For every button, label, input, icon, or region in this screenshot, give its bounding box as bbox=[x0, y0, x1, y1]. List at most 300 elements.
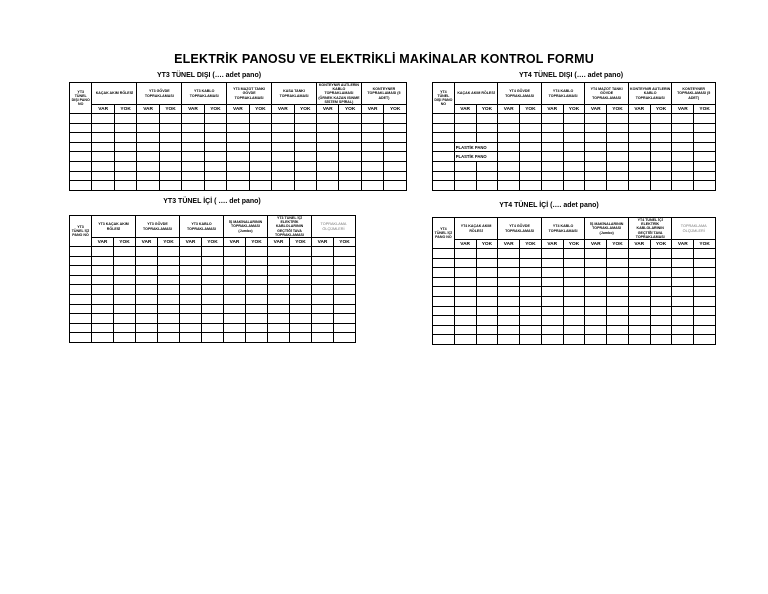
var-check-cell[interactable] bbox=[136, 333, 158, 343]
yok-check-cell[interactable] bbox=[607, 133, 629, 143]
var-check-cell[interactable] bbox=[227, 133, 249, 143]
yok-check-cell[interactable] bbox=[476, 306, 498, 316]
yok-check-cell[interactable] bbox=[694, 114, 716, 124]
yok-check-cell[interactable] bbox=[114, 171, 136, 181]
yok-check-cell[interactable] bbox=[563, 181, 585, 191]
yok-check-cell[interactable] bbox=[520, 123, 542, 133]
pano-no-cell[interactable] bbox=[70, 256, 92, 266]
var-check-cell[interactable] bbox=[541, 142, 563, 152]
var-check-cell[interactable] bbox=[136, 275, 158, 285]
var-check-cell[interactable] bbox=[136, 314, 158, 324]
yok-check-cell[interactable] bbox=[607, 114, 629, 124]
yok-check-cell[interactable] bbox=[384, 123, 407, 133]
var-check-cell[interactable] bbox=[672, 277, 694, 287]
var-check-cell[interactable] bbox=[136, 285, 158, 295]
var-check-cell[interactable] bbox=[541, 161, 563, 171]
var-check-cell[interactable] bbox=[312, 294, 334, 304]
yok-check-cell[interactable] bbox=[290, 314, 312, 324]
var-check-cell[interactable] bbox=[92, 123, 114, 133]
pano-no-cell[interactable] bbox=[433, 171, 455, 181]
var-check-cell[interactable] bbox=[268, 304, 290, 314]
yok-check-cell[interactable] bbox=[694, 249, 716, 259]
yok-check-cell[interactable] bbox=[202, 294, 224, 304]
var-check-cell[interactable] bbox=[224, 314, 246, 324]
var-check-cell[interactable] bbox=[672, 287, 694, 297]
var-check-cell[interactable] bbox=[541, 152, 563, 162]
yok-check-cell[interactable] bbox=[694, 142, 716, 152]
var-check-cell[interactable] bbox=[585, 142, 607, 152]
var-check-cell[interactable] bbox=[268, 247, 290, 257]
pano-no-cell[interactable] bbox=[70, 323, 92, 333]
yok-check-cell[interactable] bbox=[476, 335, 498, 345]
pano-no-cell[interactable] bbox=[70, 247, 92, 257]
var-check-cell[interactable] bbox=[628, 133, 650, 143]
var-check-cell[interactable] bbox=[92, 285, 114, 295]
var-check-cell[interactable] bbox=[628, 142, 650, 152]
var-check-cell[interactable] bbox=[182, 123, 204, 133]
yok-check-cell[interactable] bbox=[650, 181, 672, 191]
yok-check-cell[interactable] bbox=[202, 304, 224, 314]
pano-no-cell[interactable] bbox=[433, 142, 455, 152]
yok-check-cell[interactable] bbox=[476, 171, 498, 181]
yok-check-cell[interactable] bbox=[334, 333, 356, 343]
yok-check-cell[interactable] bbox=[384, 142, 407, 152]
yok-check-cell[interactable] bbox=[246, 285, 268, 295]
var-check-cell[interactable] bbox=[498, 306, 520, 316]
var-check-cell[interactable] bbox=[182, 133, 204, 143]
yok-check-cell[interactable] bbox=[563, 277, 585, 287]
pano-no-cell[interactable] bbox=[70, 161, 92, 171]
yok-check-cell[interactable] bbox=[650, 249, 672, 259]
var-check-cell[interactable] bbox=[227, 114, 249, 124]
yok-check-cell[interactable] bbox=[202, 314, 224, 324]
var-check-cell[interactable] bbox=[92, 171, 114, 181]
var-check-cell[interactable] bbox=[224, 323, 246, 333]
var-check-cell[interactable] bbox=[180, 304, 202, 314]
yok-check-cell[interactable] bbox=[204, 133, 226, 143]
var-check-cell[interactable] bbox=[180, 256, 202, 266]
var-check-cell[interactable] bbox=[541, 277, 563, 287]
var-check-cell[interactable] bbox=[361, 123, 383, 133]
yok-check-cell[interactable] bbox=[249, 152, 271, 162]
yok-check-cell[interactable] bbox=[563, 171, 585, 181]
var-check-cell[interactable] bbox=[361, 152, 383, 162]
var-check-cell[interactable] bbox=[498, 296, 520, 306]
var-check-cell[interactable] bbox=[454, 277, 476, 287]
yok-check-cell[interactable] bbox=[384, 152, 407, 162]
yok-check-cell[interactable] bbox=[650, 325, 672, 335]
var-check-cell[interactable] bbox=[672, 306, 694, 316]
var-check-cell[interactable] bbox=[92, 275, 114, 285]
yok-check-cell[interactable] bbox=[158, 323, 180, 333]
yok-check-cell[interactable] bbox=[204, 171, 226, 181]
yok-check-cell[interactable] bbox=[249, 161, 271, 171]
var-check-cell[interactable] bbox=[227, 123, 249, 133]
yok-check-cell[interactable] bbox=[694, 268, 716, 278]
yok-check-cell[interactable] bbox=[334, 304, 356, 314]
var-check-cell[interactable] bbox=[498, 142, 520, 152]
pano-no-cell[interactable] bbox=[433, 296, 455, 306]
yok-check-cell[interactable] bbox=[249, 171, 271, 181]
var-check-cell[interactable] bbox=[137, 142, 159, 152]
var-check-cell[interactable] bbox=[272, 171, 294, 181]
yok-check-cell[interactable] bbox=[607, 258, 629, 268]
yok-check-cell[interactable] bbox=[520, 296, 542, 306]
yok-check-cell[interactable] bbox=[334, 323, 356, 333]
var-check-cell[interactable] bbox=[541, 306, 563, 316]
var-check-cell[interactable] bbox=[585, 277, 607, 287]
yok-check-cell[interactable] bbox=[202, 323, 224, 333]
yok-check-cell[interactable] bbox=[290, 323, 312, 333]
var-check-cell[interactable] bbox=[498, 123, 520, 133]
var-check-cell[interactable] bbox=[182, 181, 204, 191]
var-check-cell[interactable] bbox=[180, 333, 202, 343]
var-check-cell[interactable] bbox=[92, 152, 114, 162]
var-check-cell[interactable] bbox=[541, 133, 563, 143]
pano-no-cell[interactable] bbox=[433, 287, 455, 297]
var-check-cell[interactable] bbox=[316, 181, 338, 191]
yok-check-cell[interactable] bbox=[334, 294, 356, 304]
yok-check-cell[interactable] bbox=[476, 316, 498, 326]
var-check-cell[interactable] bbox=[224, 256, 246, 266]
pano-no-cell[interactable] bbox=[433, 306, 455, 316]
yok-check-cell[interactable] bbox=[607, 142, 629, 152]
yok-check-cell[interactable] bbox=[290, 247, 312, 257]
var-check-cell[interactable] bbox=[628, 123, 650, 133]
yok-check-cell[interactable] bbox=[114, 161, 136, 171]
yok-check-cell[interactable] bbox=[159, 171, 181, 181]
var-check-cell[interactable] bbox=[454, 287, 476, 297]
yok-check-cell[interactable] bbox=[294, 142, 316, 152]
pano-no-cell[interactable] bbox=[433, 277, 455, 287]
yok-check-cell[interactable] bbox=[290, 333, 312, 343]
yok-check-cell[interactable] bbox=[114, 133, 136, 143]
var-check-cell[interactable] bbox=[92, 142, 114, 152]
yok-check-cell[interactable] bbox=[694, 133, 716, 143]
var-check-cell[interactable] bbox=[498, 114, 520, 124]
var-check-cell[interactable] bbox=[136, 256, 158, 266]
yok-check-cell[interactable] bbox=[249, 181, 271, 191]
var-check-cell[interactable] bbox=[585, 152, 607, 162]
yok-check-cell[interactable] bbox=[650, 142, 672, 152]
var-check-cell[interactable] bbox=[316, 152, 338, 162]
var-check-cell[interactable] bbox=[541, 171, 563, 181]
var-check-cell[interactable] bbox=[137, 114, 159, 124]
yok-check-cell[interactable] bbox=[334, 275, 356, 285]
yok-check-cell[interactable] bbox=[114, 275, 136, 285]
var-check-cell[interactable] bbox=[224, 275, 246, 285]
var-check-cell[interactable] bbox=[454, 258, 476, 268]
yok-check-cell[interactable] bbox=[384, 133, 407, 143]
var-check-cell[interactable] bbox=[541, 123, 563, 133]
yok-check-cell[interactable] bbox=[476, 114, 498, 124]
var-check-cell[interactable] bbox=[672, 316, 694, 326]
var-check-cell[interactable] bbox=[136, 266, 158, 276]
yok-check-cell[interactable] bbox=[158, 266, 180, 276]
pano-no-cell[interactable] bbox=[433, 316, 455, 326]
yok-check-cell[interactable] bbox=[694, 152, 716, 162]
var-check-cell[interactable] bbox=[92, 323, 114, 333]
yok-check-cell[interactable] bbox=[290, 285, 312, 295]
yok-check-cell[interactable] bbox=[246, 323, 268, 333]
yok-check-cell[interactable] bbox=[294, 181, 316, 191]
var-check-cell[interactable] bbox=[137, 171, 159, 181]
var-check-cell[interactable] bbox=[227, 152, 249, 162]
var-check-cell[interactable] bbox=[672, 142, 694, 152]
var-check-cell[interactable] bbox=[454, 335, 476, 345]
var-check-cell[interactable] bbox=[585, 306, 607, 316]
yok-check-cell[interactable] bbox=[607, 306, 629, 316]
yok-check-cell[interactable] bbox=[334, 266, 356, 276]
var-check-cell[interactable] bbox=[454, 133, 476, 143]
var-check-cell[interactable] bbox=[312, 314, 334, 324]
var-check-cell[interactable] bbox=[312, 323, 334, 333]
yok-check-cell[interactable] bbox=[114, 294, 136, 304]
var-check-cell[interactable] bbox=[672, 296, 694, 306]
var-check-cell[interactable] bbox=[180, 285, 202, 295]
var-check-cell[interactable] bbox=[92, 266, 114, 276]
yok-check-cell[interactable] bbox=[694, 277, 716, 287]
yok-check-cell[interactable] bbox=[607, 316, 629, 326]
var-check-cell[interactable] bbox=[361, 171, 383, 181]
yok-check-cell[interactable] bbox=[607, 181, 629, 191]
var-check-cell[interactable] bbox=[272, 152, 294, 162]
yok-check-cell[interactable] bbox=[246, 333, 268, 343]
yok-check-cell[interactable] bbox=[246, 314, 268, 324]
var-check-cell[interactable] bbox=[628, 277, 650, 287]
pano-no-cell[interactable] bbox=[70, 171, 92, 181]
var-check-cell[interactable] bbox=[672, 268, 694, 278]
yok-check-cell[interactable] bbox=[520, 306, 542, 316]
var-check-cell[interactable] bbox=[182, 114, 204, 124]
var-check-cell[interactable] bbox=[136, 323, 158, 333]
yok-check-cell[interactable] bbox=[158, 314, 180, 324]
pano-no-cell[interactable] bbox=[70, 123, 92, 133]
yok-check-cell[interactable] bbox=[114, 152, 136, 162]
yok-check-cell[interactable] bbox=[563, 287, 585, 297]
yok-check-cell[interactable] bbox=[650, 335, 672, 345]
pano-no-cell[interactable] bbox=[433, 258, 455, 268]
var-check-cell[interactable] bbox=[137, 152, 159, 162]
var-check-cell[interactable] bbox=[312, 247, 334, 257]
var-check-cell[interactable] bbox=[498, 268, 520, 278]
var-check-cell[interactable] bbox=[316, 171, 338, 181]
yok-check-cell[interactable] bbox=[294, 133, 316, 143]
var-check-cell[interactable] bbox=[137, 133, 159, 143]
var-check-cell[interactable] bbox=[224, 285, 246, 295]
yok-check-cell[interactable] bbox=[607, 249, 629, 259]
pano-no-cell[interactable] bbox=[433, 133, 455, 143]
var-check-cell[interactable] bbox=[268, 333, 290, 343]
var-check-cell[interactable] bbox=[180, 323, 202, 333]
var-check-cell[interactable] bbox=[585, 335, 607, 345]
var-check-cell[interactable] bbox=[316, 142, 338, 152]
var-check-cell[interactable] bbox=[454, 171, 476, 181]
yok-check-cell[interactable] bbox=[114, 256, 136, 266]
yok-check-cell[interactable] bbox=[246, 266, 268, 276]
yok-check-cell[interactable] bbox=[249, 142, 271, 152]
var-check-cell[interactable] bbox=[180, 247, 202, 257]
var-check-cell[interactable] bbox=[268, 314, 290, 324]
var-check-cell[interactable] bbox=[227, 142, 249, 152]
yok-check-cell[interactable] bbox=[202, 285, 224, 295]
var-check-cell[interactable] bbox=[92, 114, 114, 124]
pano-no-cell[interactable] bbox=[433, 325, 455, 335]
yok-check-cell[interactable] bbox=[384, 181, 407, 191]
var-check-cell[interactable] bbox=[227, 161, 249, 171]
yok-check-cell[interactable] bbox=[114, 323, 136, 333]
yok-check-cell[interactable] bbox=[476, 123, 498, 133]
yok-check-cell[interactable] bbox=[294, 114, 316, 124]
var-check-cell[interactable] bbox=[454, 306, 476, 316]
yok-check-cell[interactable] bbox=[159, 161, 181, 171]
yok-check-cell[interactable] bbox=[114, 285, 136, 295]
yok-check-cell[interactable] bbox=[202, 247, 224, 257]
yok-check-cell[interactable] bbox=[607, 152, 629, 162]
var-check-cell[interactable] bbox=[92, 247, 114, 257]
yok-check-cell[interactable] bbox=[114, 266, 136, 276]
var-check-cell[interactable] bbox=[361, 142, 383, 152]
var-check-cell[interactable] bbox=[92, 294, 114, 304]
var-check-cell[interactable] bbox=[454, 161, 476, 171]
var-check-cell[interactable] bbox=[182, 152, 204, 162]
yok-check-cell[interactable] bbox=[563, 335, 585, 345]
yok-check-cell[interactable] bbox=[694, 171, 716, 181]
var-check-cell[interactable] bbox=[541, 325, 563, 335]
var-check-cell[interactable] bbox=[672, 181, 694, 191]
pano-no-cell[interactable] bbox=[70, 275, 92, 285]
var-check-cell[interactable] bbox=[454, 123, 476, 133]
yok-check-cell[interactable] bbox=[520, 325, 542, 335]
var-check-cell[interactable] bbox=[585, 161, 607, 171]
yok-check-cell[interactable] bbox=[694, 123, 716, 133]
yok-check-cell[interactable] bbox=[339, 181, 361, 191]
yok-check-cell[interactable] bbox=[563, 258, 585, 268]
var-check-cell[interactable] bbox=[312, 333, 334, 343]
var-check-cell[interactable] bbox=[628, 325, 650, 335]
var-check-cell[interactable] bbox=[541, 296, 563, 306]
var-check-cell[interactable] bbox=[316, 114, 338, 124]
var-check-cell[interactable] bbox=[498, 152, 520, 162]
yok-check-cell[interactable] bbox=[246, 294, 268, 304]
yok-check-cell[interactable] bbox=[650, 268, 672, 278]
var-check-cell[interactable] bbox=[541, 114, 563, 124]
yok-check-cell[interactable] bbox=[294, 161, 316, 171]
yok-check-cell[interactable] bbox=[159, 133, 181, 143]
yok-check-cell[interactable] bbox=[563, 306, 585, 316]
var-check-cell[interactable] bbox=[498, 287, 520, 297]
var-check-cell[interactable] bbox=[361, 181, 383, 191]
var-check-cell[interactable] bbox=[272, 142, 294, 152]
yok-check-cell[interactable] bbox=[520, 142, 542, 152]
pano-no-cell[interactable] bbox=[70, 133, 92, 143]
yok-check-cell[interactable] bbox=[290, 304, 312, 314]
var-check-cell[interactable] bbox=[628, 268, 650, 278]
yok-check-cell[interactable] bbox=[114, 181, 136, 191]
var-check-cell[interactable] bbox=[585, 325, 607, 335]
pano-no-cell[interactable] bbox=[433, 161, 455, 171]
yok-check-cell[interactable] bbox=[476, 258, 498, 268]
yok-check-cell[interactable] bbox=[520, 258, 542, 268]
yok-check-cell[interactable] bbox=[650, 161, 672, 171]
yok-check-cell[interactable] bbox=[158, 275, 180, 285]
yok-check-cell[interactable] bbox=[563, 114, 585, 124]
yok-check-cell[interactable] bbox=[694, 306, 716, 316]
var-check-cell[interactable] bbox=[585, 114, 607, 124]
yok-check-cell[interactable] bbox=[520, 114, 542, 124]
var-check-cell[interactable] bbox=[672, 133, 694, 143]
yok-check-cell[interactable] bbox=[563, 249, 585, 259]
yok-check-cell[interactable] bbox=[520, 316, 542, 326]
var-check-cell[interactable] bbox=[92, 333, 114, 343]
yok-check-cell[interactable] bbox=[650, 277, 672, 287]
var-check-cell[interactable] bbox=[498, 335, 520, 345]
yok-check-cell[interactable] bbox=[339, 123, 361, 133]
yok-check-cell[interactable] bbox=[202, 266, 224, 276]
yok-check-cell[interactable] bbox=[114, 142, 136, 152]
var-check-cell[interactable] bbox=[541, 335, 563, 345]
var-check-cell[interactable] bbox=[312, 266, 334, 276]
yok-check-cell[interactable] bbox=[114, 247, 136, 257]
yok-check-cell[interactable] bbox=[114, 123, 136, 133]
yok-check-cell[interactable] bbox=[158, 285, 180, 295]
var-check-cell[interactable] bbox=[316, 161, 338, 171]
yok-check-cell[interactable] bbox=[290, 294, 312, 304]
yok-check-cell[interactable] bbox=[158, 304, 180, 314]
yok-check-cell[interactable] bbox=[246, 304, 268, 314]
var-check-cell[interactable] bbox=[454, 296, 476, 306]
var-check-cell[interactable] bbox=[628, 249, 650, 259]
yok-check-cell[interactable] bbox=[650, 316, 672, 326]
var-check-cell[interactable] bbox=[182, 161, 204, 171]
yok-check-cell[interactable] bbox=[204, 142, 226, 152]
yok-check-cell[interactable] bbox=[607, 287, 629, 297]
yok-check-cell[interactable] bbox=[246, 256, 268, 266]
var-check-cell[interactable] bbox=[628, 335, 650, 345]
yok-check-cell[interactable] bbox=[159, 123, 181, 133]
var-check-cell[interactable] bbox=[585, 133, 607, 143]
var-check-cell[interactable] bbox=[272, 181, 294, 191]
yok-check-cell[interactable] bbox=[607, 296, 629, 306]
var-check-cell[interactable] bbox=[454, 325, 476, 335]
yok-check-cell[interactable] bbox=[334, 247, 356, 257]
pano-no-cell[interactable] bbox=[70, 314, 92, 324]
pano-no-cell[interactable] bbox=[70, 294, 92, 304]
yok-check-cell[interactable] bbox=[520, 287, 542, 297]
var-check-cell[interactable] bbox=[136, 294, 158, 304]
yok-check-cell[interactable] bbox=[476, 325, 498, 335]
var-check-cell[interactable] bbox=[454, 114, 476, 124]
var-check-cell[interactable] bbox=[498, 258, 520, 268]
var-check-cell[interactable] bbox=[227, 181, 249, 191]
yok-check-cell[interactable] bbox=[563, 123, 585, 133]
var-check-cell[interactable] bbox=[92, 133, 114, 143]
var-check-cell[interactable] bbox=[224, 266, 246, 276]
yok-check-cell[interactable] bbox=[290, 266, 312, 276]
yok-check-cell[interactable] bbox=[520, 181, 542, 191]
var-check-cell[interactable] bbox=[137, 181, 159, 191]
yok-check-cell[interactable] bbox=[607, 277, 629, 287]
var-check-cell[interactable] bbox=[585, 249, 607, 259]
var-check-cell[interactable] bbox=[92, 304, 114, 314]
yok-check-cell[interactable] bbox=[520, 152, 542, 162]
yok-check-cell[interactable] bbox=[204, 161, 226, 171]
yok-check-cell[interactable] bbox=[520, 133, 542, 143]
var-check-cell[interactable] bbox=[672, 123, 694, 133]
pano-no-cell[interactable] bbox=[433, 335, 455, 345]
yok-check-cell[interactable] bbox=[520, 277, 542, 287]
var-check-cell[interactable] bbox=[316, 133, 338, 143]
